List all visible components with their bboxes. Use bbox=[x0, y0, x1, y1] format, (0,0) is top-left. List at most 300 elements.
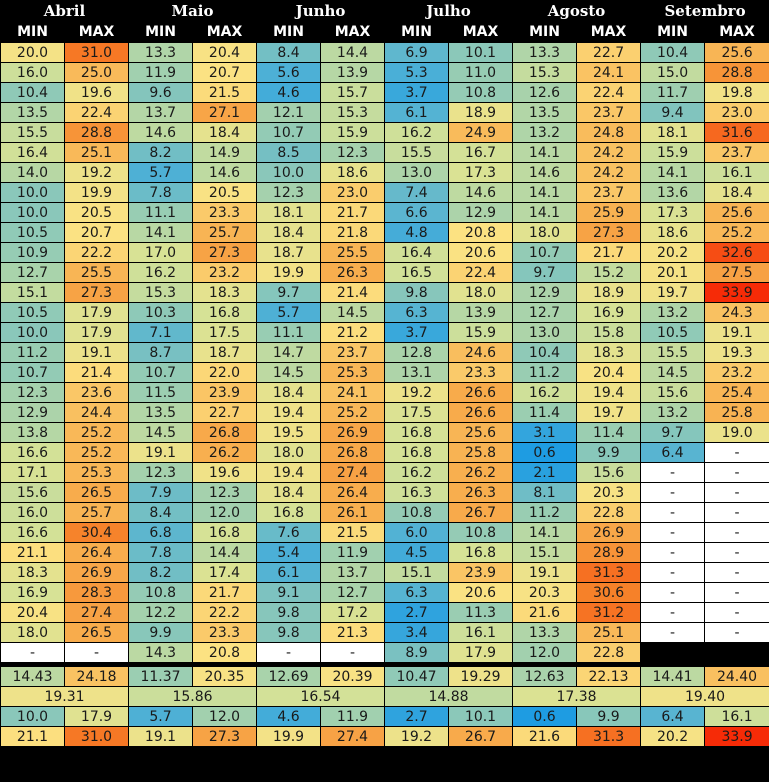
temp-min-cell: 12.9 bbox=[513, 283, 577, 303]
day-row bbox=[1, 623, 769, 643]
low-min-cell: 0.6 bbox=[513, 707, 577, 727]
day-row bbox=[1, 503, 769, 523]
temp-min-cell: 9.8 bbox=[385, 283, 449, 303]
temp-max-cell: 26.2 bbox=[449, 463, 513, 483]
temp-max-cell: 16.9 bbox=[577, 303, 641, 323]
temp-min-cell: 6.3 bbox=[385, 583, 449, 603]
temp-max-cell: 20.5 bbox=[65, 203, 129, 223]
temp-min-cell: 10.7 bbox=[513, 243, 577, 263]
temp-max-cell: 26.4 bbox=[65, 543, 129, 563]
temp-min-cell: - bbox=[641, 503, 705, 523]
high-min-cell: 21.1 bbox=[1, 727, 65, 747]
temp-max-cell: 19.6 bbox=[193, 463, 257, 483]
temp-max-cell: 25.8 bbox=[705, 403, 769, 423]
temp-min-cell: 20.4 bbox=[1, 603, 65, 623]
temp-max-cell: 20.6 bbox=[449, 583, 513, 603]
temp-min-cell: 15.1 bbox=[1, 283, 65, 303]
temp-max-cell: - bbox=[705, 483, 769, 503]
temp-min-cell: 15.1 bbox=[385, 563, 449, 583]
temp-max-cell: 22.8 bbox=[577, 643, 641, 663]
temp-min-cell: 20.3 bbox=[513, 583, 577, 603]
max-column-header: MAX bbox=[321, 22, 385, 43]
temp-max-cell: 11.3 bbox=[449, 603, 513, 623]
temp-min-cell: 13.3 bbox=[513, 623, 577, 643]
temp-max-cell: 25.4 bbox=[705, 383, 769, 403]
temp-max-cell: 25.1 bbox=[577, 623, 641, 643]
lowest-row bbox=[1, 707, 769, 727]
temp-min-cell: 10.8 bbox=[129, 583, 193, 603]
temp-max-cell: 19.7 bbox=[577, 403, 641, 423]
temp-min-cell: 15.3 bbox=[513, 63, 577, 83]
temp-max-cell: 26.3 bbox=[449, 483, 513, 503]
high-min-cell: 19.1 bbox=[129, 727, 193, 747]
high-min-cell: 20.2 bbox=[641, 727, 705, 747]
temp-max-cell: 18.0 bbox=[449, 283, 513, 303]
low-min-cell: 10.0 bbox=[1, 707, 65, 727]
high-max-cell: 33.9 bbox=[705, 727, 769, 747]
temp-max-cell: 19.2 bbox=[65, 163, 129, 183]
temp-min-cell: 11.9 bbox=[129, 63, 193, 83]
temp-min-cell: 8.7 bbox=[129, 343, 193, 363]
temp-min-cell: 13.8 bbox=[1, 423, 65, 443]
day-row bbox=[1, 163, 769, 183]
temp-max-cell: 25.0 bbox=[65, 63, 129, 83]
day-row bbox=[1, 603, 769, 623]
temp-max-cell: 26.9 bbox=[577, 523, 641, 543]
temp-max-cell: 28.8 bbox=[705, 63, 769, 83]
day-row bbox=[1, 563, 769, 583]
day-row bbox=[1, 43, 769, 63]
avg-max-cell: 20.39 bbox=[321, 667, 385, 687]
temp-min-cell: 10.5 bbox=[641, 323, 705, 343]
avg-min-cell: 14.41 bbox=[641, 667, 705, 687]
temp-min-cell: 3.4 bbox=[385, 623, 449, 643]
temp-min-cell: 16.8 bbox=[257, 503, 321, 523]
temp-min-cell: 16.4 bbox=[1, 143, 65, 163]
temp-min-cell: 10.5 bbox=[1, 303, 65, 323]
temp-max-cell: 20.5 bbox=[193, 183, 257, 203]
max-column-header: MAX bbox=[577, 22, 641, 43]
temp-max-cell: 20.8 bbox=[449, 223, 513, 243]
temp-min-cell: 13.0 bbox=[385, 163, 449, 183]
day-row bbox=[1, 383, 769, 403]
temp-max-cell: 10.8 bbox=[449, 523, 513, 543]
temp-min-cell: 6.0 bbox=[385, 523, 449, 543]
temp-min-cell: 10.7 bbox=[257, 123, 321, 143]
temp-min-cell: 3.1 bbox=[513, 423, 577, 443]
temp-max-cell: 13.9 bbox=[449, 303, 513, 323]
temp-max-cell: 27.3 bbox=[193, 243, 257, 263]
day-row bbox=[1, 303, 769, 323]
temp-min-cell: 16.9 bbox=[1, 583, 65, 603]
temp-max-cell: 27.3 bbox=[577, 223, 641, 243]
temp-max-cell: 12.0 bbox=[193, 503, 257, 523]
temp-min-cell: 16.0 bbox=[1, 503, 65, 523]
temp-min-cell: 16.2 bbox=[513, 383, 577, 403]
temp-max-cell: 10.1 bbox=[449, 43, 513, 63]
temp-min-cell: 16.8 bbox=[385, 443, 449, 463]
temp-min-cell: 14.1 bbox=[513, 203, 577, 223]
temp-max-cell: 23.7 bbox=[321, 343, 385, 363]
temp-min-cell: 18.3 bbox=[1, 563, 65, 583]
min-column-header: MIN bbox=[1, 22, 65, 43]
temp-max-cell: 25.6 bbox=[705, 203, 769, 223]
low-max-cell: 16.1 bbox=[705, 707, 769, 727]
temp-max-cell: 27.3 bbox=[65, 283, 129, 303]
day-row bbox=[1, 343, 769, 363]
temp-min-cell: 6.1 bbox=[257, 563, 321, 583]
temp-max-cell: 26.8 bbox=[193, 423, 257, 443]
temp-min-cell: 7.4 bbox=[385, 183, 449, 203]
temp-min-cell: 13.5 bbox=[513, 103, 577, 123]
temp-min-cell: 11.7 bbox=[641, 83, 705, 103]
temp-max-cell: - bbox=[705, 543, 769, 563]
temp-min-cell: 11.2 bbox=[1, 343, 65, 363]
temp-min-cell: 21.6 bbox=[513, 603, 577, 623]
temp-min-cell: 8.5 bbox=[257, 143, 321, 163]
temp-max-cell: 26.9 bbox=[321, 423, 385, 443]
temp-max-cell: 20.7 bbox=[193, 63, 257, 83]
temp-min-cell: 16.2 bbox=[385, 463, 449, 483]
temp-min-cell: 9.6 bbox=[129, 83, 193, 103]
day-row bbox=[1, 463, 769, 483]
temp-max-cell: 25.6 bbox=[449, 423, 513, 443]
temp-max-cell: 12.9 bbox=[449, 203, 513, 223]
overall-average-cell: 19.40 bbox=[641, 687, 769, 707]
temp-max-cell: 20.4 bbox=[577, 363, 641, 383]
temp-max-cell: 23.3 bbox=[449, 363, 513, 383]
temp-min-cell: 6.9 bbox=[385, 43, 449, 63]
temp-max-cell: 15.9 bbox=[449, 323, 513, 343]
temp-min-cell: 16.5 bbox=[385, 263, 449, 283]
day-row bbox=[1, 423, 769, 443]
temp-min-cell: 2.1 bbox=[513, 463, 577, 483]
temp-max-cell: 22.2 bbox=[193, 603, 257, 623]
temp-max-cell: 26.2 bbox=[193, 443, 257, 463]
temp-max-cell: 13.7 bbox=[321, 563, 385, 583]
temp-min-cell: 15.1 bbox=[513, 543, 577, 563]
max-column-header: MAX bbox=[705, 22, 769, 43]
min-column-header: MIN bbox=[385, 22, 449, 43]
temp-max-cell: 26.3 bbox=[321, 263, 385, 283]
temp-max-cell: 23.2 bbox=[705, 363, 769, 383]
temp-max-cell: - bbox=[705, 583, 769, 603]
temp-min-cell: 10.5 bbox=[1, 223, 65, 243]
temp-min-cell: 10.8 bbox=[385, 503, 449, 523]
temp-min-cell: 14.6 bbox=[129, 123, 193, 143]
temp-max-cell: 26.5 bbox=[65, 623, 129, 643]
temp-min-cell: 14.5 bbox=[257, 363, 321, 383]
temp-min-cell: 18.1 bbox=[257, 203, 321, 223]
temp-max-cell: 21.5 bbox=[321, 523, 385, 543]
temp-max-cell: 27.4 bbox=[321, 463, 385, 483]
temp-max-cell: 17.3 bbox=[449, 163, 513, 183]
temp-max-cell: 17.4 bbox=[193, 563, 257, 583]
overall-average-cell: 17.38 bbox=[513, 687, 641, 707]
temp-max-cell: 9.9 bbox=[577, 443, 641, 463]
temp-min-cell: 7.9 bbox=[129, 483, 193, 503]
day-row bbox=[1, 183, 769, 203]
temp-max-cell: 15.7 bbox=[321, 83, 385, 103]
temp-min-cell: 14.1 bbox=[513, 183, 577, 203]
temp-max-cell: 20.8 bbox=[193, 643, 257, 663]
temp-max-cell: 19.9 bbox=[65, 183, 129, 203]
temp-min-cell: 13.0 bbox=[513, 323, 577, 343]
temp-max-cell: 17.9 bbox=[65, 323, 129, 343]
avg-min-cell: 12.63 bbox=[513, 667, 577, 687]
temp-min-cell: 20.2 bbox=[641, 243, 705, 263]
temp-min-cell: 12.9 bbox=[1, 403, 65, 423]
temp-min-cell: 3.7 bbox=[385, 83, 449, 103]
temp-max-cell: 26.1 bbox=[321, 503, 385, 523]
avg-max-cell: 24.40 bbox=[705, 667, 769, 687]
temp-max-cell: 25.1 bbox=[65, 143, 129, 163]
temp-max-cell: 11.4 bbox=[577, 423, 641, 443]
high-min-cell: 19.9 bbox=[257, 727, 321, 747]
temp-max-cell: 16.8 bbox=[193, 303, 257, 323]
overall-average-row bbox=[1, 687, 769, 707]
max-column-header: MAX bbox=[193, 22, 257, 43]
temp-max-cell: 31.3 bbox=[577, 563, 641, 583]
temp-max-cell: - bbox=[705, 443, 769, 463]
temp-min-cell: 12.7 bbox=[513, 303, 577, 323]
day-row bbox=[1, 143, 769, 163]
day-row bbox=[1, 363, 769, 383]
temp-min-cell: 14.1 bbox=[513, 143, 577, 163]
temp-min-cell: 14.1 bbox=[129, 223, 193, 243]
temp-min-cell: 9.1 bbox=[257, 583, 321, 603]
temp-min-cell: 13.3 bbox=[129, 43, 193, 63]
temp-max-cell: 14.4 bbox=[193, 543, 257, 563]
temp-max-cell: 14.6 bbox=[193, 163, 257, 183]
temp-min-cell: 8.2 bbox=[129, 143, 193, 163]
temp-max-cell: 24.2 bbox=[577, 163, 641, 183]
temp-max-cell: 15.8 bbox=[577, 323, 641, 343]
day-row bbox=[1, 283, 769, 303]
temp-min-cell: 12.3 bbox=[257, 183, 321, 203]
temp-min-cell: 11.2 bbox=[513, 363, 577, 383]
temp-max-cell: 20.4 bbox=[193, 43, 257, 63]
low-max-cell: 9.9 bbox=[577, 707, 641, 727]
month-header: Abril bbox=[1, 1, 129, 22]
temp-max-cell: 22.0 bbox=[193, 363, 257, 383]
temp-min-cell: - bbox=[641, 583, 705, 603]
temp-min-cell: 3.7 bbox=[385, 323, 449, 343]
low-min-cell: 6.4 bbox=[641, 707, 705, 727]
low-max-cell: 10.1 bbox=[449, 707, 513, 727]
temp-max-cell: 22.7 bbox=[577, 43, 641, 63]
temp-max-cell: 25.6 bbox=[705, 43, 769, 63]
temp-min-cell: 13.2 bbox=[641, 403, 705, 423]
overall-average-cell: 14.88 bbox=[385, 687, 513, 707]
temp-max-cell: 18.7 bbox=[193, 343, 257, 363]
temp-max-cell: 16.1 bbox=[705, 163, 769, 183]
temp-min-cell: 18.1 bbox=[641, 123, 705, 143]
temp-max-cell: 17.2 bbox=[321, 603, 385, 623]
low-min-cell: 2.7 bbox=[385, 707, 449, 727]
min-column-header: MIN bbox=[641, 22, 705, 43]
avg-max-cell: 19.29 bbox=[449, 667, 513, 687]
month-header: Maio bbox=[129, 1, 257, 22]
temp-max-cell: 28.9 bbox=[577, 543, 641, 563]
temp-min-cell: 16.0 bbox=[1, 63, 65, 83]
temp-max-cell: 14.9 bbox=[193, 143, 257, 163]
temp-max-cell: 23.3 bbox=[193, 623, 257, 643]
temp-min-cell: 15.6 bbox=[641, 383, 705, 403]
temp-max-cell: 18.6 bbox=[321, 163, 385, 183]
temp-max-cell: 15.3 bbox=[321, 103, 385, 123]
temp-max-cell: 16.1 bbox=[449, 623, 513, 643]
temp-max-cell: 15.9 bbox=[321, 123, 385, 143]
temp-min-cell: 11.5 bbox=[129, 383, 193, 403]
temp-max-cell: 25.7 bbox=[193, 223, 257, 243]
high-min-cell: 19.2 bbox=[385, 727, 449, 747]
day-row bbox=[1, 263, 769, 283]
temp-max-cell: 21.4 bbox=[65, 363, 129, 383]
day-row bbox=[1, 543, 769, 563]
temp-min-cell: 19.9 bbox=[257, 263, 321, 283]
temp-min-cell: 17.5 bbox=[385, 403, 449, 423]
temp-max-cell: 21.3 bbox=[321, 623, 385, 643]
temp-min-cell: 14.3 bbox=[129, 643, 193, 663]
avg-max-cell: 24.18 bbox=[65, 667, 129, 687]
high-max-cell: 26.7 bbox=[449, 727, 513, 747]
temp-max-cell: 23.2 bbox=[193, 263, 257, 283]
temp-min-cell: 14.5 bbox=[641, 363, 705, 383]
max-column-header: MAX bbox=[65, 22, 129, 43]
temp-max-cell: 12.3 bbox=[321, 143, 385, 163]
temp-max-cell: 22.2 bbox=[65, 243, 129, 263]
avg-min-cell: 10.47 bbox=[385, 667, 449, 687]
temp-min-cell: 10.7 bbox=[129, 363, 193, 383]
day-row bbox=[1, 203, 769, 223]
temp-max-cell: 21.7 bbox=[321, 203, 385, 223]
temp-max-cell: - bbox=[705, 503, 769, 523]
temp-min-cell: 14.5 bbox=[129, 423, 193, 443]
temp-max-cell: 19.1 bbox=[65, 343, 129, 363]
temp-max-cell: - bbox=[321, 643, 385, 663]
temp-min-cell: 9.7 bbox=[513, 263, 577, 283]
temp-max-cell: 30.4 bbox=[65, 523, 129, 543]
temp-min-cell: 17.0 bbox=[129, 243, 193, 263]
temp-max-cell: 21.7 bbox=[193, 583, 257, 603]
temp-min-cell: - bbox=[257, 643, 321, 663]
temp-max-cell: 22.4 bbox=[577, 83, 641, 103]
temp-max-cell: 31.6 bbox=[705, 123, 769, 143]
temp-max-cell: 26.4 bbox=[321, 483, 385, 503]
temp-min-cell: 5.3 bbox=[385, 63, 449, 83]
temp-min-cell: 13.6 bbox=[641, 183, 705, 203]
temp-max-cell: 12.3 bbox=[193, 483, 257, 503]
temp-max-cell: 22.4 bbox=[65, 103, 129, 123]
temp-min-cell: 13.1 bbox=[385, 363, 449, 383]
temp-min-cell: 6.6 bbox=[385, 203, 449, 223]
temp-max-cell: 26.6 bbox=[449, 403, 513, 423]
temp-min-cell: 9.7 bbox=[641, 423, 705, 443]
temp-min-cell: 14.0 bbox=[1, 163, 65, 183]
temp-min-cell: 14.1 bbox=[641, 163, 705, 183]
temp-min-cell: 13.7 bbox=[129, 103, 193, 123]
temp-min-cell: 8.9 bbox=[385, 643, 449, 663]
temp-min-cell: 15.0 bbox=[641, 63, 705, 83]
temp-max-cell: 22.8 bbox=[577, 503, 641, 523]
temp-min-cell: 9.8 bbox=[257, 623, 321, 643]
temp-max-cell: - bbox=[705, 603, 769, 623]
month-header: Julho bbox=[385, 1, 513, 22]
max-column-header: MAX bbox=[449, 22, 513, 43]
temp-max-cell: 20.3 bbox=[577, 483, 641, 503]
temp-min-cell: 16.2 bbox=[385, 123, 449, 143]
temp-min-cell: 16.6 bbox=[1, 523, 65, 543]
temp-max-cell: 20.7 bbox=[65, 223, 129, 243]
temp-min-cell: 21.1 bbox=[1, 543, 65, 563]
temp-max-cell: 25.3 bbox=[321, 363, 385, 383]
temp-max-cell: 18.4 bbox=[705, 183, 769, 203]
temp-min-cell: 7.1 bbox=[129, 323, 193, 343]
temp-min-cell: 12.6 bbox=[513, 83, 577, 103]
temp-min-cell: 2.7 bbox=[385, 603, 449, 623]
temp-min-cell: - bbox=[641, 483, 705, 503]
temp-max-cell: 19.1 bbox=[705, 323, 769, 343]
temp-min-cell: 18.0 bbox=[257, 443, 321, 463]
temp-max-cell: 15.6 bbox=[577, 463, 641, 483]
high-min-cell: 21.6 bbox=[513, 727, 577, 747]
avg-max-cell: 20.35 bbox=[193, 667, 257, 687]
avg-min-cell: 12.69 bbox=[257, 667, 321, 687]
temp-max-cell: 24.1 bbox=[321, 383, 385, 403]
min-column-header: MIN bbox=[513, 22, 577, 43]
temp-min-cell: 15.5 bbox=[641, 343, 705, 363]
day-row bbox=[1, 243, 769, 263]
month-header: Setembro bbox=[641, 1, 769, 22]
temp-min-cell: 16.8 bbox=[385, 423, 449, 443]
day-row bbox=[1, 443, 769, 463]
temp-min-cell: 18.4 bbox=[257, 223, 321, 243]
temp-max-cell: 16.8 bbox=[449, 543, 513, 563]
temp-min-cell: 12.3 bbox=[1, 383, 65, 403]
temp-min-cell: 10.4 bbox=[513, 343, 577, 363]
temp-max-cell: 18.3 bbox=[577, 343, 641, 363]
low-min-cell: 5.7 bbox=[129, 707, 193, 727]
temp-min-cell: 13.5 bbox=[1, 103, 65, 123]
temp-min-cell: 4.5 bbox=[385, 543, 449, 563]
avg-min-cell: 11.37 bbox=[129, 667, 193, 687]
temp-max-cell: 26.5 bbox=[65, 483, 129, 503]
temp-max-cell: 24.3 bbox=[705, 303, 769, 323]
temp-max-cell: 19.0 bbox=[705, 423, 769, 443]
temp-min-cell: 5.6 bbox=[257, 63, 321, 83]
high-max-cell: 27.4 bbox=[321, 727, 385, 747]
temp-min-cell: 19.7 bbox=[641, 283, 705, 303]
temp-min-cell: 12.0 bbox=[513, 643, 577, 663]
temp-min-cell: 15.6 bbox=[1, 483, 65, 503]
temp-min-cell: 10.7 bbox=[1, 363, 65, 383]
avg-max-cell: 22.13 bbox=[577, 667, 641, 687]
temp-min-cell: 8.1 bbox=[513, 483, 577, 503]
temp-min-cell: 6.1 bbox=[385, 103, 449, 123]
temp-min-cell: 10.4 bbox=[1, 83, 65, 103]
temp-min-cell: 16.3 bbox=[385, 483, 449, 503]
temp-max-cell: 21.2 bbox=[321, 323, 385, 343]
temp-max-cell: 18.9 bbox=[577, 283, 641, 303]
average-row bbox=[1, 667, 769, 687]
temp-min-cell: 13.3 bbox=[513, 43, 577, 63]
temp-max-cell: - bbox=[705, 523, 769, 543]
temp-max-cell: 12.7 bbox=[321, 583, 385, 603]
temp-min-cell: 10.0 bbox=[1, 203, 65, 223]
temp-max-cell: 24.6 bbox=[449, 343, 513, 363]
temp-min-cell: 18.6 bbox=[641, 223, 705, 243]
